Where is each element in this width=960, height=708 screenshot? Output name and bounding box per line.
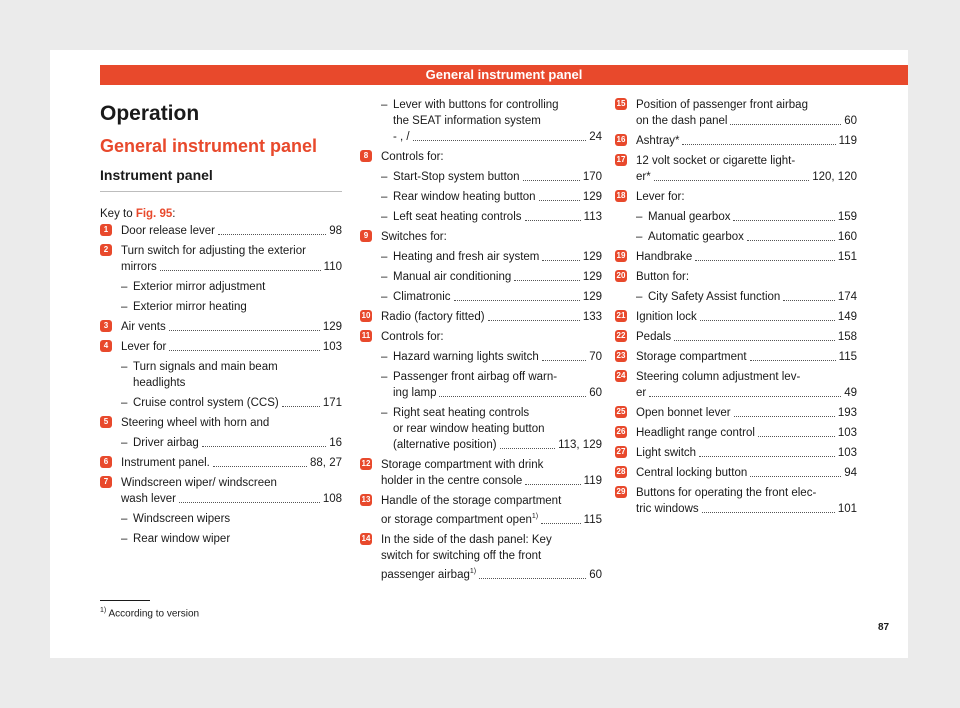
page-ref[interactable]: 120, 120 <box>812 171 857 183</box>
column-2 <box>360 97 602 587</box>
item-number-badge: 22 <box>616 331 626 340</box>
list-item: 27 Light switch 103 <box>616 447 857 459</box>
sub-item: – Passenger front airbag off warn- ing lamp 60 <box>381 369 602 401</box>
page-ref[interactable]: 159 <box>837 211 857 223</box>
list-item: 11 Controls for: – Hazard warning lights switch 70 – Passenger front airbag off warn- ing lamp 60 – Right seat heating controls or rear window heating button (alternative position) 113, 129 <box>360 329 602 453</box>
item-number-badge: 25 <box>616 407 626 416</box>
list-item: 8 Controls for: – Start-Stop system button 170 – Rear window heating button 129 – Left seat heating controls 113 <box>360 149 602 225</box>
item-number-badge: 4 <box>100 340 112 352</box>
sub-item: – Climatronic 129 <box>381 289 602 305</box>
list-item: 1 Door release lever 98 <box>100 223 342 239</box>
page-ref[interactable]: 88, 27 <box>310 457 342 469</box>
list-item: 23 Storage compartment 115 <box>616 351 857 363</box>
footnote-mark: 1) <box>469 567 477 575</box>
page-ref[interactable]: 24 <box>589 131 602 143</box>
sub-item: – Turn signals and main beam headlights <box>121 359 342 391</box>
sub-item: – Rear window heating button 129 <box>381 189 602 205</box>
sub-item: – Right seat heating controls or rear window heating button (alternative position) 113, 129 <box>381 405 602 453</box>
sub-item: – Rear window wiper <box>121 531 342 547</box>
item-number-badge: 19 <box>616 251 626 260</box>
page-ref[interactable]: 160 <box>837 231 857 243</box>
list-item: 2 Turn switch for adjusting the exterior mirrors 110 – Exterior mirror adjustment – Exterior mirror heating <box>100 243 342 315</box>
sub-item: – Left seat heating controls 113 <box>381 209 602 225</box>
item-number-badge: 27 <box>616 447 626 456</box>
item-number-badge: 8 <box>360 150 372 162</box>
page-ref[interactable]: 129 <box>582 271 602 283</box>
page-ref[interactable]: 193 <box>837 407 857 419</box>
list-item: 10 Radio (factory fitted) 133 <box>361 311 602 323</box>
footnote <box>100 607 199 619</box>
list-item: 24 Steering column adjustment lev- er 49 <box>616 371 857 399</box>
page-ref[interactable]: 129 <box>582 191 602 203</box>
page-ref[interactable]: 129 <box>322 321 342 333</box>
page-ref[interactable]: 60 <box>844 115 857 127</box>
list-item: 17 12 volt socket or cigarette light- er* 120, 120 <box>616 155 857 183</box>
page-ref[interactable]: 129 <box>582 291 602 303</box>
chapter-title: Operation <box>100 102 200 125</box>
item-number-badge: 16 <box>616 135 626 144</box>
list-item: 29 Buttons for operating the front elec- tric windows 101 <box>616 487 857 515</box>
page-ref[interactable]: 151 <box>837 251 857 263</box>
page-ref[interactable]: 103 <box>837 427 857 439</box>
sub-item: – Driver airbag 16 <box>121 435 342 451</box>
sub-item: – Start-Stop system button 170 <box>381 169 602 185</box>
footnote-mark: 1) <box>531 513 539 520</box>
page-ref[interactable]: 119 <box>583 475 602 487</box>
list-item: 19 Handbrake 151 <box>616 251 857 263</box>
footnote-text: According to version <box>108 608 200 620</box>
page-ref[interactable]: 113, 129 <box>558 439 602 451</box>
sub-item: – Automatic gearbox 160 <box>636 229 857 245</box>
page-ref[interactable]: 133 <box>582 311 602 323</box>
item-number-badge: 2 <box>100 244 112 256</box>
page-ref[interactable]: 170 <box>582 171 602 183</box>
page-ref[interactable]: 108 <box>322 493 342 505</box>
page-ref[interactable]: 49 <box>844 387 857 399</box>
list-item: 9 Switches for: – Heating and fresh air system 129 – Manual air conditioning 129 – Climatronic 129 <box>360 229 602 305</box>
figure-key: Key to Fig. 95: <box>100 208 176 220</box>
page-ref[interactable]: 119 <box>838 135 857 147</box>
page-ref[interactable]: 149 <box>837 311 857 323</box>
page-ref[interactable]: 16 <box>329 437 342 449</box>
list-item: 4 Lever for 103 – Turn signals and main beam headlights – Cruise control system (CCS) 171 <box>100 339 342 411</box>
page-ref[interactable]: 158 <box>837 331 857 343</box>
item-number-badge: 11 <box>361 331 371 340</box>
item-number-badge: 6 <box>100 456 112 468</box>
page-ref[interactable]: 129 <box>582 251 602 263</box>
column-1 <box>100 102 342 551</box>
section-title: General instrument panel <box>100 136 318 156</box>
sub-item: – Cruise control system (CCS) 171 <box>121 395 342 411</box>
item-number-badge: 21 <box>616 311 626 320</box>
sub-item: – Windscreen wipers <box>121 511 342 527</box>
sub-item: – Manual air conditioning 129 <box>381 269 602 285</box>
figure-link[interactable]: Fig. 95 <box>135 208 173 220</box>
page-ref[interactable]: 103 <box>837 447 857 459</box>
sub-item: – Exterior mirror adjustment <box>121 279 342 295</box>
item-number-badge: 7 <box>100 476 112 488</box>
page-ref[interactable]: 171 <box>322 397 342 409</box>
list-item <box>360 97 602 145</box>
item-number-badge: 13 <box>361 495 371 504</box>
list-item: 26 Headlight range control 103 <box>616 427 857 439</box>
page-ref[interactable]: 103 <box>322 341 342 353</box>
sub-item: – Hazard warning lights switch 70 <box>381 349 602 365</box>
sub-item: – Lever with buttons for controlling the SEAT information system - , / 24 <box>381 97 602 145</box>
page-ref[interactable]: 94 <box>844 467 857 479</box>
item-number-badge: 9 <box>360 230 372 242</box>
sub-item: – Manual gearbox 159 <box>636 209 857 225</box>
item-number-badge: 3 <box>100 320 112 332</box>
item-number-badge: 28 <box>616 467 626 476</box>
footnote-mark: 1) <box>100 607 107 614</box>
list-item: 3 Air vents 129 <box>100 319 342 335</box>
list-item: 22 Pedals 158 <box>616 331 857 343</box>
list-item: 5 Steering wheel with horn and – Driver airbag 16 <box>100 415 342 451</box>
page-header: General instrument panel <box>100 65 908 85</box>
footnote-divider <box>100 600 150 601</box>
item-number-badge: 10 <box>361 311 371 320</box>
item-number-badge: 24 <box>616 371 626 380</box>
list-item: 21 Ignition lock 149 <box>616 311 857 323</box>
item-number-badge: 20 <box>616 271 626 280</box>
page-number: 87 <box>878 622 890 633</box>
page-ref[interactable]: 101 <box>837 503 857 515</box>
item-number-badge: 17 <box>616 155 626 164</box>
column-3 <box>615 97 857 521</box>
item-number-badge: 14 <box>361 533 371 543</box>
item-number-badge: 5 <box>100 416 112 428</box>
page-ref[interactable]: 98 <box>329 225 342 237</box>
list-item: 7 Windscreen wiper/ windscreen wash lever 108 – Windscreen wipers – Rear window wiper <box>100 475 342 547</box>
list-item: 18 Lever for: – Manual gearbox 159 – Automatic gearbox 160 <box>615 189 857 245</box>
page-ref[interactable]: 115 <box>583 513 602 526</box>
page-ref[interactable]: 70 <box>589 351 602 363</box>
page-ref[interactable]: 174 <box>837 291 857 303</box>
subsection-title: Instrument panel <box>100 167 342 192</box>
item-number-badge: 29 <box>616 487 626 496</box>
list-item: 28 Central locking button 94 <box>616 467 857 479</box>
item-number-badge: 12 <box>361 459 371 468</box>
item-number-badge: 15 <box>616 99 626 108</box>
list-item: 25 Open bonnet lever 193 <box>616 407 857 419</box>
list-item: 14 In the side of the dash panel: Key switch for switching off the front passenger airbag$^{1)}$ 60 <box>361 533 602 581</box>
list-item: 20 Button for: – City Safety Assist function 174 <box>615 269 857 305</box>
sub-item: – Exterior mirror heating <box>121 299 342 315</box>
item-number-badge: 1 <box>100 224 112 236</box>
page-ref[interactable]: 113 <box>583 211 602 223</box>
list-item: 13 Handle of the storage compartment or storage compartment open$^{1)}$ 115 <box>361 495 602 526</box>
sub-item: – City Safety Assist function 174 <box>636 289 857 305</box>
manual-page <box>50 50 908 658</box>
list-item: 6 Instrument panel. 88, 27 <box>100 455 342 471</box>
sub-item: – Heating and fresh air system 129 <box>381 249 602 265</box>
list-item: 16 Ashtray* 119 <box>616 135 857 147</box>
list-item: 12 Storage compartment with drink holder in the centre console 119 <box>361 459 602 487</box>
item-number-badge: 18 <box>616 191 626 200</box>
page-ref[interactable]: 60 <box>589 568 602 581</box>
item-number-badge: 26 <box>616 427 626 436</box>
page-ref[interactable]: 60 <box>589 387 602 399</box>
page-ref[interactable]: 110 <box>323 261 342 273</box>
list-item: 15 Position of passenger front airbag on the dash panel 60 <box>616 99 857 127</box>
item-number-badge: 23 <box>616 351 626 360</box>
page-ref[interactable]: 115 <box>838 351 857 363</box>
